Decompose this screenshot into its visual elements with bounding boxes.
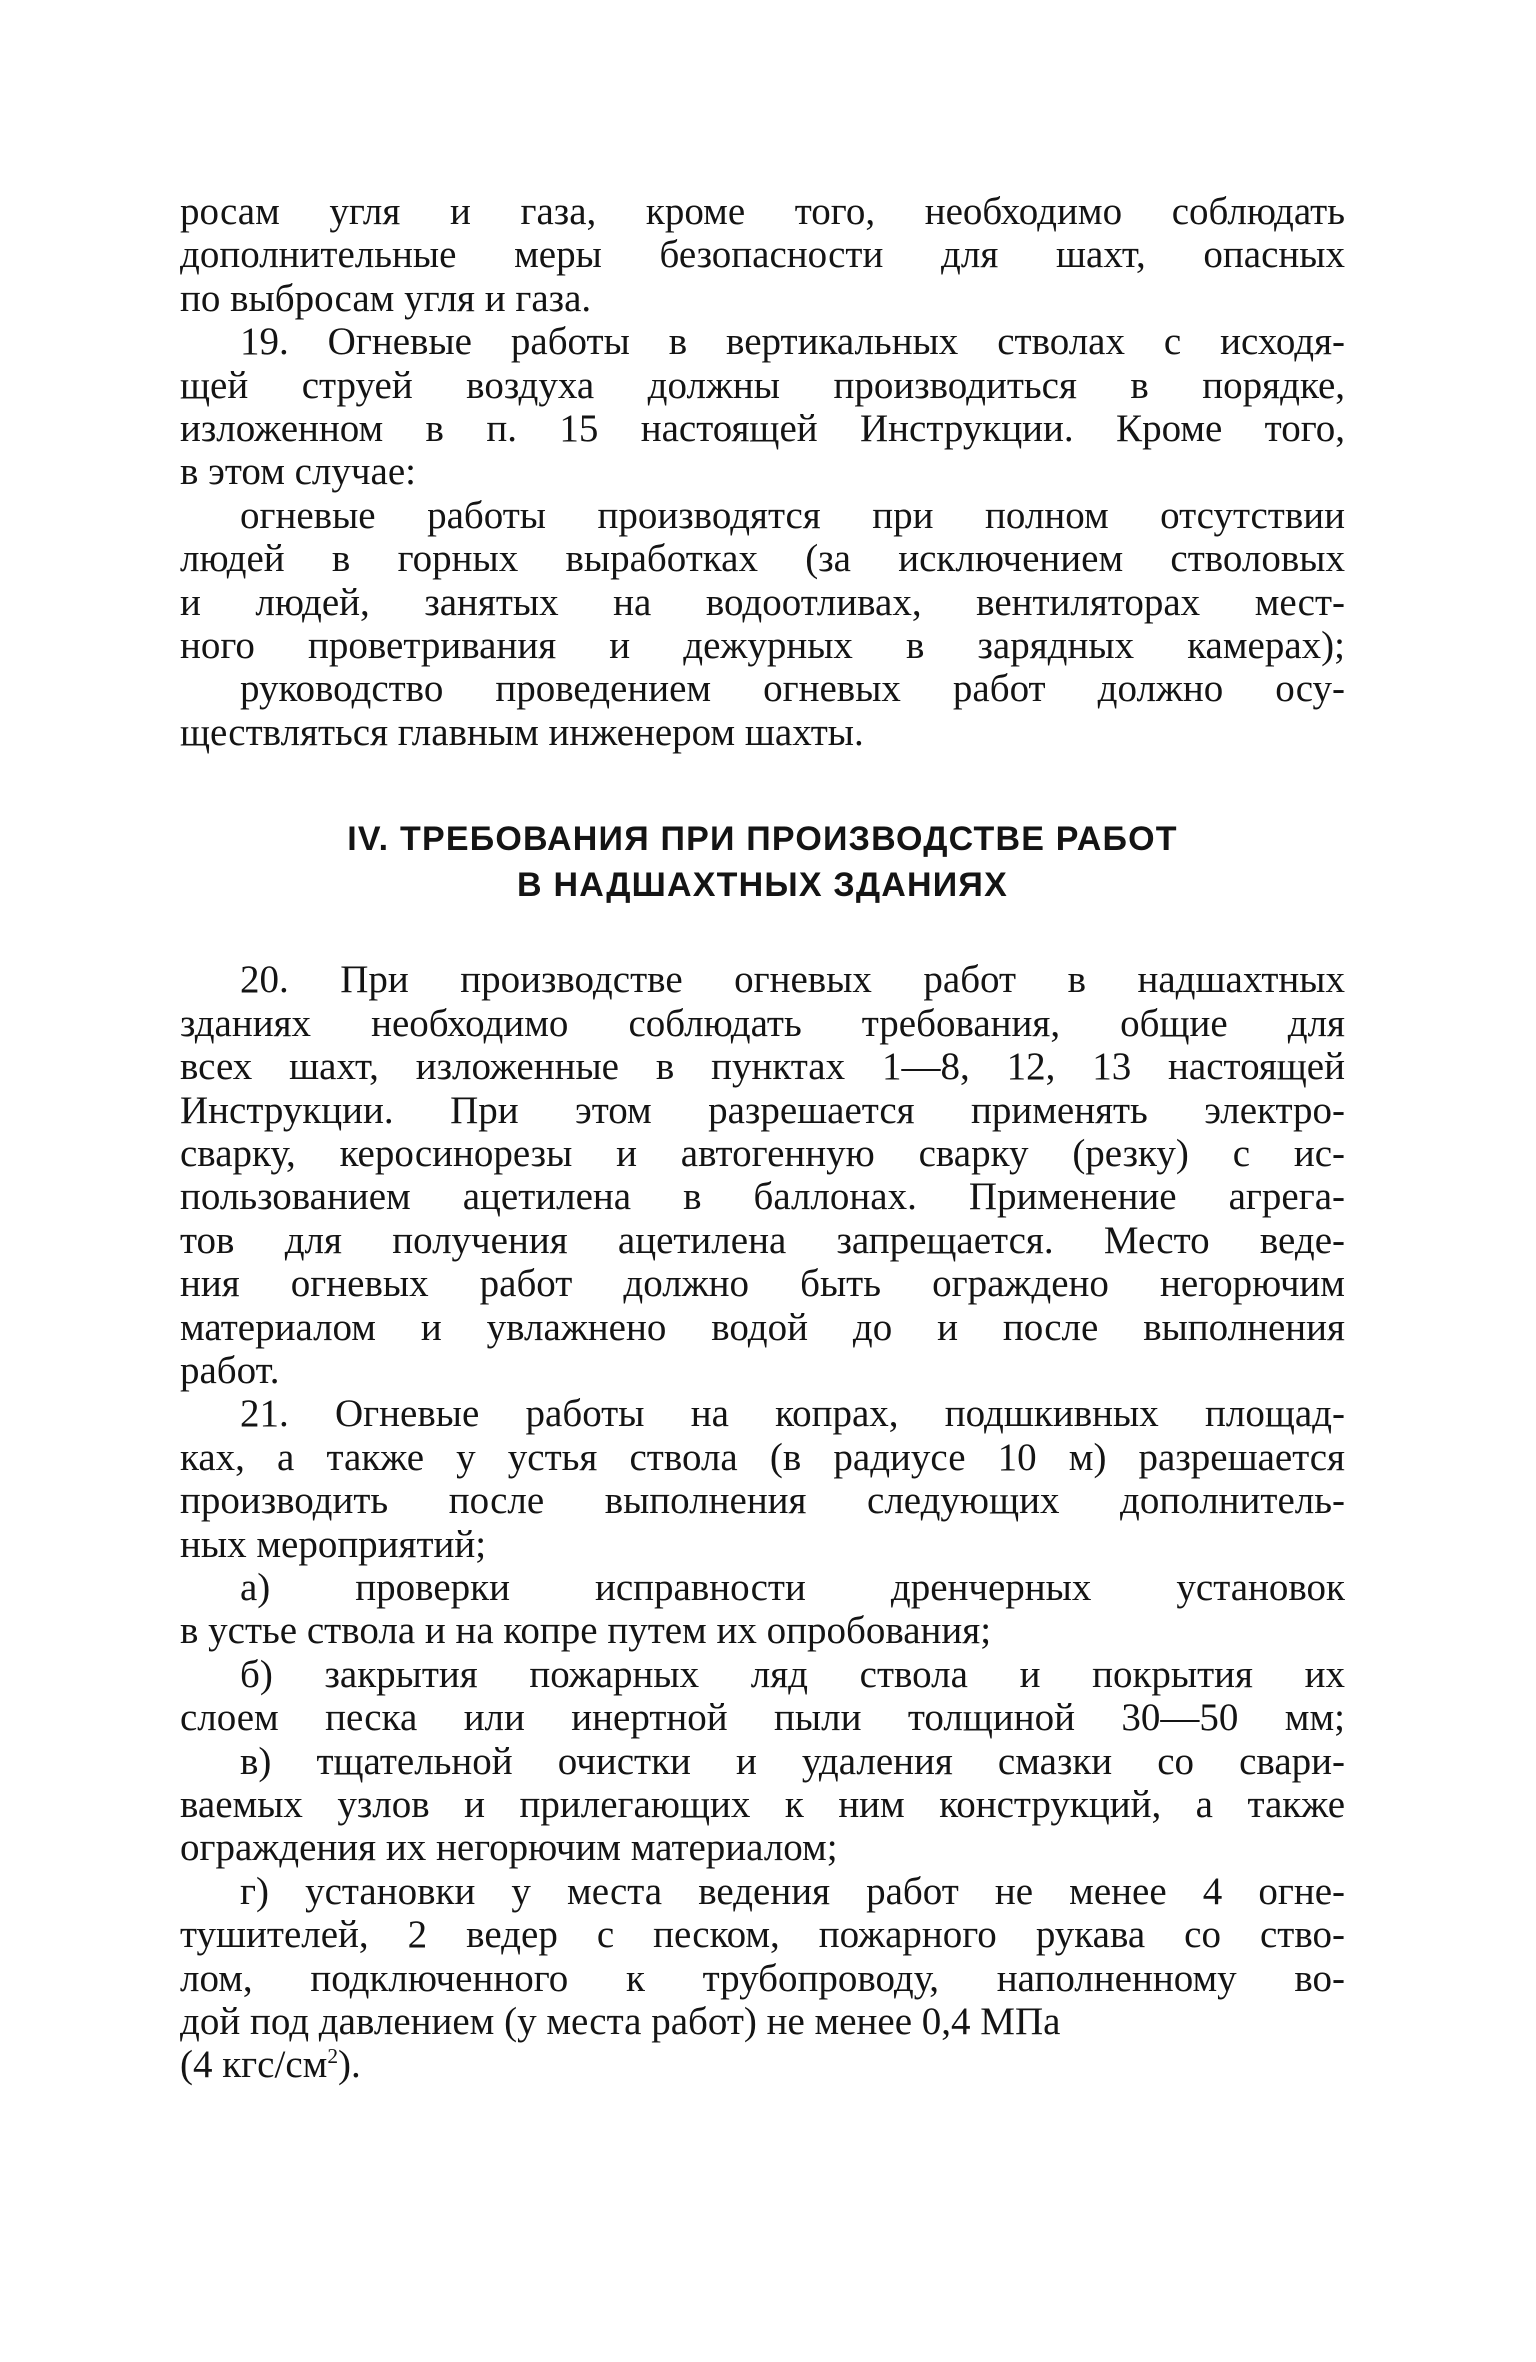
text-line: руководство проведением огневых работ должно осу- (240, 667, 1345, 711)
text-line: г) установки у места ведения работ не менее 4 огне- (240, 1869, 1345, 1913)
text-fragment: (4 кгс/см (180, 2043, 328, 2087)
text-line: тов для получения ацетилена запрещается. Место веде- (180, 1218, 1345, 1262)
text-line: пользованием ацетилена в баллонах. Применение агрега- (180, 1175, 1345, 1219)
text-line: 21. Огневые работы на копрах, подшкивных площад- (240, 1392, 1345, 1436)
text-line: тушителей, 2 ведер с песком, пожарного рукава со ство- (180, 1913, 1345, 1957)
text-line: всех шахт, изложенные в пунктах 1—8, 12, 13 настоящей (180, 1045, 1345, 1089)
section-heading-line: В НАДШАХТНЫХ ЗДАНИЯХ (517, 866, 1008, 905)
paragraph-21-item-b (180, 1653, 1345, 1740)
paragraph-intro (180, 190, 1345, 320)
text-line: 19. Огневые работы в вертикальных стволах с исходя- (240, 320, 1345, 364)
text-fragment: ). (338, 2043, 361, 2087)
text-line: слоем песка или инертной пыли толщиной 30—50 мм; (180, 1696, 1345, 1740)
text-line: дополнительные меры безопасности для шахт, опасных (180, 233, 1345, 277)
text-line: ках, а также у устья ствола (в радиусе 10 м) разрешается (180, 1435, 1345, 1479)
text-line: изложенном в п. 15 настоящей Инструкции. Кроме того, (180, 407, 1345, 451)
text-line: Инструкции. При этом разрешается применять электро- (180, 1088, 1345, 1132)
text-line: ния огневых работ должно быть ограждено негорючим (180, 1262, 1345, 1306)
text-line: дой под давлением (у места работ) не менее 0,4 МПа (180, 2000, 1061, 2044)
text-line: 20. При производстве огневых работ в надшахтных (240, 958, 1345, 1002)
text-line: росам угля и газа, кроме того, необходимо соблюдать (180, 190, 1345, 233)
text-line: в) тщательной очистки и удаления смазки со свари- (240, 1739, 1345, 1783)
text-line: людей в горных выработках (за исключением стволовых (180, 537, 1345, 581)
text-line: материалом и увлажнено водой до и после выполнения (180, 1305, 1345, 1349)
paragraph-21-item-c (180, 1740, 1345, 1870)
section-heading (180, 816, 1345, 908)
text-line: щей струей воздуха должны производиться в порядке, (180, 363, 1345, 407)
text-line: в этом случае: (180, 450, 416, 494)
text-line: огневые работы производятся при полном отсутствии (240, 493, 1345, 537)
text-line: сварку, керосинорезы и автогенную сварку (резку) с ис- (180, 1131, 1345, 1175)
paragraph-21 (180, 1392, 1345, 1566)
paragraph-19 (180, 320, 1345, 494)
paragraph-20 (180, 958, 1345, 1392)
text-line: ществляться главным инженером шахты. (180, 710, 864, 754)
text-line: а) проверки исправности дренчерных установок (240, 1565, 1345, 1609)
text-line (180, 2043, 1345, 2086)
text-line: ваемых узлов и прилегающих к ним конструкций, а также (180, 1783, 1345, 1826)
text-line: ограждения их негорючим материалом; (180, 1826, 838, 1870)
paragraph-21-item-d (180, 1870, 1345, 2087)
paragraph-19-item-2 (180, 667, 1345, 754)
text-line: лом, подключенного к трубопроводу, наполненному во- (180, 1956, 1345, 2000)
text-line: по выбросам угля и газа. (180, 276, 592, 320)
text-line: производить после выполнения следующих дополнитель- (180, 1479, 1345, 1523)
paragraph-19-item-1 (180, 494, 1345, 668)
paragraph-21-item-a (180, 1566, 1345, 1653)
document-page (180, 190, 1345, 2087)
text-line: и людей, занятых на водоотливах, вентиляторах мест- (180, 580, 1345, 624)
section-heading-line: IV. ТРЕБОВАНИЯ ПРИ ПРОИЗВОДСТВЕ РАБОТ (347, 820, 1178, 859)
text-line: ного проветривания и дежурных в зарядных камерах); (180, 624, 1345, 668)
text-line: работ. (180, 1348, 280, 1392)
superscript: 2 (327, 2044, 339, 2069)
text-line: зданиях необходимо соблюдать требования, общие для (180, 1001, 1345, 1045)
text-line: ных мероприятий; (180, 1522, 487, 1566)
text-line: б) закрытия пожарных ляд ствола и покрытия их (240, 1652, 1345, 1696)
text-line: в устье ствола и на копре путем их опробования; (180, 1609, 992, 1653)
